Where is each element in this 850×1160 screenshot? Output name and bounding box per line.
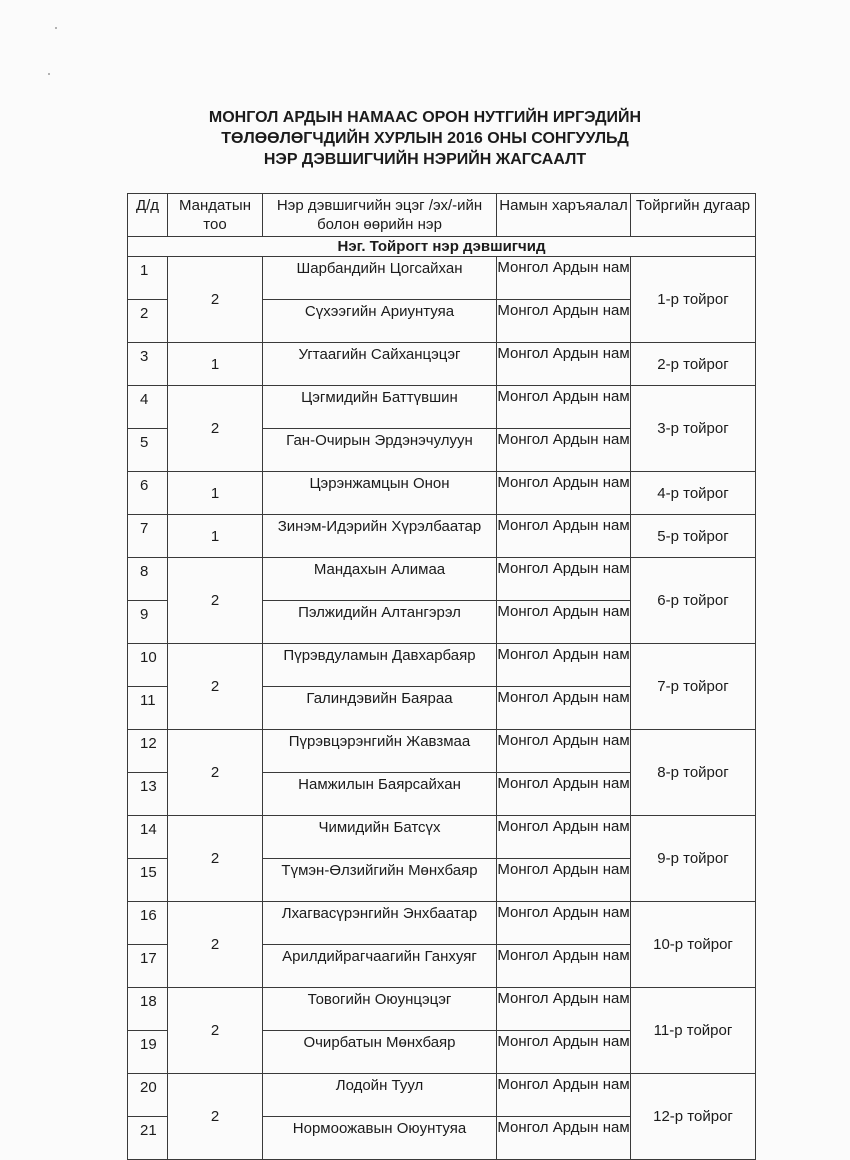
mandate-count: 1	[168, 515, 263, 558]
party-affiliation: Монгол Ардын нам	[497, 601, 631, 644]
header-number: Д/д	[128, 194, 168, 237]
district-number: 2-р тойрог	[631, 343, 756, 386]
table-row	[128, 644, 756, 687]
row-number: 15	[128, 859, 168, 902]
header-mandates: Мандатын тоо	[168, 194, 263, 237]
mandate-count: 2	[168, 558, 263, 644]
party-affiliation: Монгол Ардын нам	[497, 644, 631, 687]
row-number: 10	[128, 644, 168, 687]
district-number: 4-р тойрог	[631, 472, 756, 515]
party-affiliation: Монгол Ардын нам	[497, 773, 631, 816]
candidate-table-body	[128, 237, 756, 1160]
party-affiliation: Монгол Ардын нам	[497, 558, 631, 601]
candidate-name: Пэлжидийн Алтангэрэл	[263, 601, 497, 644]
table-row	[128, 257, 756, 300]
party-affiliation: Монгол Ардын нам	[497, 386, 631, 429]
candidate-name: Ган-Очирын Эрдэнэчулуун	[263, 429, 497, 472]
mandate-count: 2	[168, 1074, 263, 1160]
party-affiliation: Монгол Ардын нам	[497, 1117, 631, 1160]
party-affiliation: Монгол Ардын нам	[497, 343, 631, 386]
row-number: 11	[128, 687, 168, 730]
candidate-name: Пүрэвцэрэнгийн Жавзмаа	[263, 730, 497, 773]
table-row	[128, 902, 756, 945]
document-title-line-2: ТӨЛӨӨЛӨГЧДИЙН ХУРЛЫН 2016 ОНЫ СОНГУУЛЬД	[221, 130, 629, 147]
party-affiliation: Монгол Ардын нам	[497, 257, 631, 300]
mandate-count: 1	[168, 472, 263, 515]
table-row	[128, 730, 756, 773]
row-number: 4	[128, 386, 168, 429]
mandate-count: 2	[168, 644, 263, 730]
candidate-name: Товогийн Оюунцэцэг	[263, 988, 497, 1031]
table-row	[128, 343, 756, 386]
table-row	[128, 816, 756, 859]
mandate-count: 2	[168, 730, 263, 816]
candidate-name: Шарбандийн Цогсайхан	[263, 257, 497, 300]
district-number: 11-р тойрог	[631, 988, 756, 1074]
party-affiliation: Монгол Ардын нам	[497, 988, 631, 1031]
candidate-name: Цэрэнжамцын Онон	[263, 472, 497, 515]
row-number: 2	[128, 300, 168, 343]
candidate-name: Арилдийрагчаагийн Ганхуяг	[263, 945, 497, 988]
row-number: 7	[128, 515, 168, 558]
candidate-name: Зинэм-Идэрийн Хүрэлбаатар	[263, 515, 497, 558]
candidate-name: Сүхээгийн Ариунтуяа	[263, 300, 497, 343]
row-number: 6	[128, 472, 168, 515]
document-title-line-3: НЭР ДЭВШИГЧИЙН НЭРИЙН ЖАГСААЛТ	[263, 151, 587, 168]
mandate-count: 1	[168, 343, 263, 386]
table-row	[128, 988, 756, 1031]
row-number: 1	[128, 257, 168, 300]
candidate-name: Лодойн Туул	[263, 1074, 497, 1117]
party-affiliation: Монгол Ардын нам	[497, 730, 631, 773]
party-affiliation: Монгол Ардын нам	[497, 687, 631, 730]
row-number: 3	[128, 343, 168, 386]
mandate-count: 2	[168, 816, 263, 902]
row-number: 21	[128, 1117, 168, 1160]
district-number: 12-р тойрог	[631, 1074, 756, 1160]
row-number: 13	[128, 773, 168, 816]
section-title: Нэг. Тойрогт нэр дэвшигчид	[128, 237, 756, 257]
district-number: 8-р тойрог	[631, 730, 756, 816]
party-affiliation: Монгол Ардын нам	[497, 1074, 631, 1117]
candidate-name: Пүрэвдуламын Давхарбаяр	[263, 644, 497, 687]
row-number: 9	[128, 601, 168, 644]
mandate-count: 2	[168, 902, 263, 988]
party-affiliation: Монгол Ардын нам	[497, 300, 631, 343]
row-number: 17	[128, 945, 168, 988]
party-affiliation: Монгол Ардын нам	[497, 515, 631, 558]
party-affiliation: Монгол Ардын нам	[497, 472, 631, 515]
row-number: 18	[128, 988, 168, 1031]
candidate-name: Очирбатын Мөнхбаяр	[263, 1031, 497, 1074]
document-title-line-1: МОНГОЛ АРДЫН НАМААС ОРОН НУТГИЙН ИРГЭДИЙН	[208, 109, 642, 126]
candidate-name: Нормоожавын Оюунтуяа	[263, 1117, 497, 1160]
district-number: 7-р тойрог	[631, 644, 756, 730]
candidate-name: Мандахын Алимаа	[263, 558, 497, 601]
district-number: 5-р тойрог	[631, 515, 756, 558]
scan-speck	[48, 73, 50, 75]
row-number: 5	[128, 429, 168, 472]
party-affiliation: Монгол Ардын нам	[497, 1031, 631, 1074]
candidate-name: Чимидийн Батсүх	[263, 816, 497, 859]
candidate-name: Угтаагийн Сайханцэцэг	[263, 343, 497, 386]
header-district: Тойргийн дугаар	[631, 194, 756, 237]
row-number: 14	[128, 816, 168, 859]
party-affiliation: Монгол Ардын нам	[497, 945, 631, 988]
party-affiliation: Монгол Ардын нам	[497, 429, 631, 472]
table-row	[128, 472, 756, 515]
candidate-name: Галиндэвийн Баяраа	[263, 687, 497, 730]
district-number: 1-р тойрог	[631, 257, 756, 343]
party-affiliation: Монгол Ардын нам	[497, 816, 631, 859]
candidate-name: Лхагвасүрэнгийн Энхбаатар	[263, 902, 497, 945]
candidate-table	[127, 193, 756, 1160]
table-row	[128, 515, 756, 558]
row-number: 20	[128, 1074, 168, 1117]
row-number: 16	[128, 902, 168, 945]
mandate-count: 2	[168, 257, 263, 343]
row-number: 12	[128, 730, 168, 773]
party-affiliation: Монгол Ардын нам	[497, 902, 631, 945]
candidate-name: Цэгмидийн Баттүвшин	[263, 386, 497, 429]
mandate-count: 2	[168, 988, 263, 1074]
candidate-name: Түмэн-Өлзийгийн Мөнхбаяр	[263, 859, 497, 902]
district-number: 6-р тойрог	[631, 558, 756, 644]
header-candidate-name: Нэр дэвшигчийн эцэг /эх/-ийн болон өөрийн нэр	[263, 194, 497, 237]
table-row	[128, 558, 756, 601]
party-affiliation: Монгол Ардын нам	[497, 859, 631, 902]
district-number: 3-р тойрог	[631, 386, 756, 472]
scan-speck	[55, 27, 57, 29]
district-number: 9-р тойрог	[631, 816, 756, 902]
header-party: Намын харъяалал	[497, 194, 631, 237]
table-row	[128, 386, 756, 429]
candidate-name: Намжилын Баярсайхан	[263, 773, 497, 816]
row-number: 19	[128, 1031, 168, 1074]
district-number: 10-р тойрог	[631, 902, 756, 988]
row-number: 8	[128, 558, 168, 601]
mandate-count: 2	[168, 386, 263, 472]
